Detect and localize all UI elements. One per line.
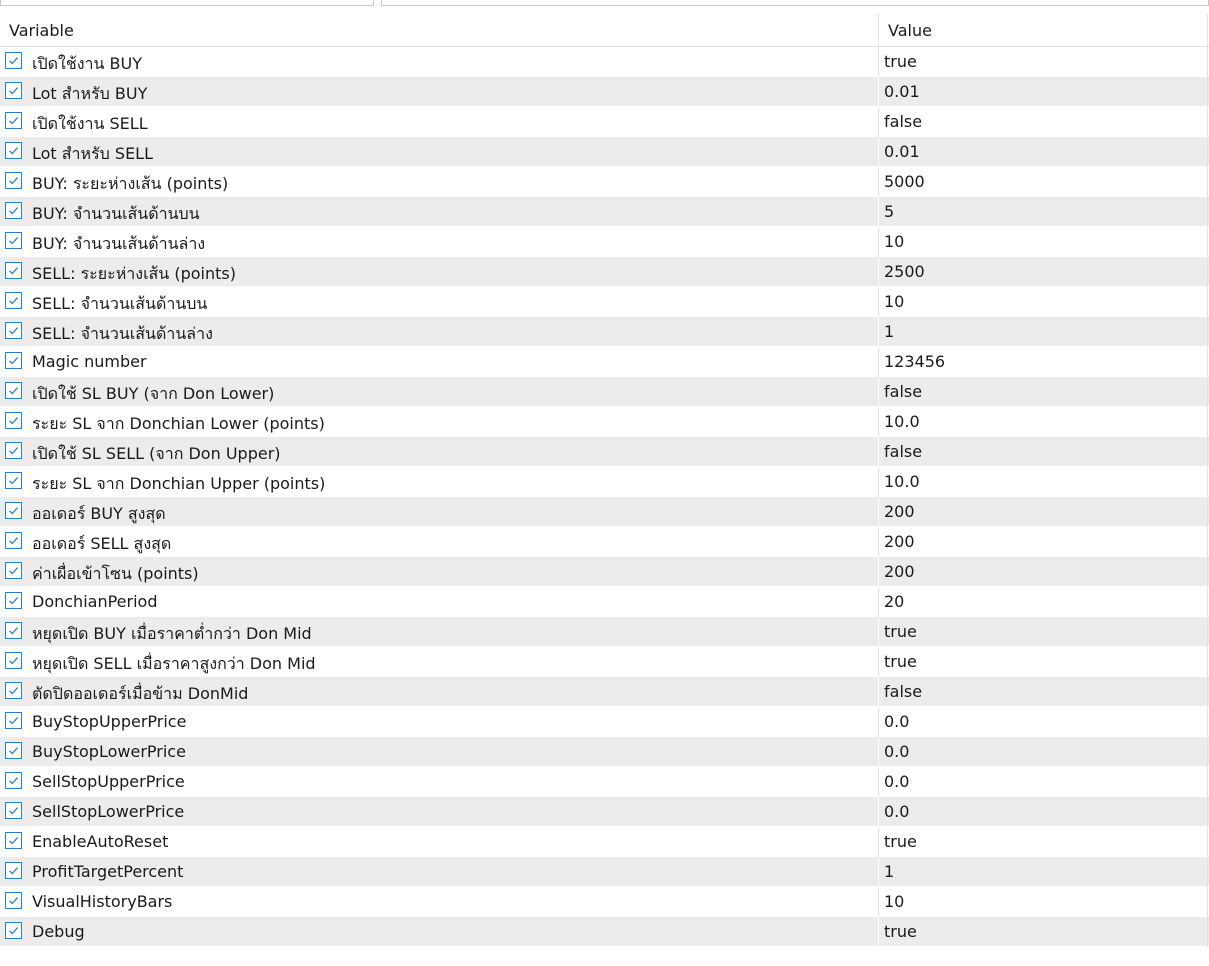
row-value[interactable]: false (884, 382, 923, 401)
row-column-separator (878, 167, 879, 197)
row-variable: SellStopLowerPrice (32, 802, 185, 821)
row-checkbox[interactable] (5, 502, 22, 519)
row-column-separator (878, 77, 879, 107)
row-right-edge (1207, 437, 1208, 467)
row-value[interactable]: true (884, 832, 917, 851)
check-icon (7, 84, 20, 97)
row-value[interactable]: 0.0 (884, 772, 910, 791)
row-variable: เปิดใช้งาน SELL (32, 114, 148, 133)
row-column-separator (878, 707, 879, 737)
row-right-edge (1207, 707, 1208, 737)
table-row[interactable] (0, 167, 1209, 197)
row-variable: เปิดใช้ SL BUY (จาก Don Lower) (32, 384, 275, 403)
row-right-edge (1207, 587, 1208, 617)
row-right-edge (1207, 377, 1208, 407)
row-checkbox[interactable] (5, 382, 22, 399)
check-icon (7, 834, 20, 847)
row-column-separator (878, 437, 879, 467)
row-value[interactable]: 10.0 (884, 472, 920, 491)
row-variable: BuyStopUpperPrice (32, 712, 187, 731)
row-checkbox[interactable] (5, 352, 22, 369)
row-variable: เปิดใช้ SL SELL (จาก Don Upper) (32, 444, 281, 463)
row-right-edge (1207, 407, 1208, 437)
row-checkbox[interactable] (5, 202, 22, 219)
row-variable: BUY: จำนวนเส้นด้านบน (32, 204, 200, 223)
check-icon (7, 894, 20, 907)
row-checkbox[interactable] (5, 322, 22, 339)
row-variable: หยุดเปิด BUY เมื่อราคาต่ำกว่า Don Mid (32, 624, 312, 643)
row-value[interactable]: false (884, 682, 923, 701)
row-variable: Magic number (32, 352, 147, 371)
grid-header (0, 14, 1209, 47)
check-icon (7, 774, 20, 787)
row-checkbox[interactable] (5, 142, 22, 159)
row-checkbox[interactable] (5, 262, 22, 279)
check-icon (7, 294, 20, 307)
row-checkbox[interactable] (5, 922, 22, 939)
row-value[interactable]: 0.01 (884, 142, 920, 161)
table-row[interactable] (0, 707, 1209, 737)
row-checkbox[interactable] (5, 562, 22, 579)
row-value[interactable]: 10.0 (884, 412, 920, 431)
row-checkbox[interactable] (5, 472, 22, 489)
row-right-edge (1207, 137, 1208, 167)
row-variable: SELL: จำนวนเส้นด้านล่าง (32, 324, 213, 343)
row-right-edge (1207, 347, 1208, 377)
row-right-edge (1207, 767, 1208, 797)
row-right-edge (1207, 827, 1208, 857)
row-column-separator (878, 917, 879, 947)
row-variable: EnableAutoReset (32, 832, 169, 851)
row-value[interactable]: false (884, 442, 923, 461)
row-checkbox[interactable] (5, 802, 22, 819)
grid-rows (0, 47, 1209, 947)
row-right-edge (1207, 677, 1208, 707)
table-row[interactable] (0, 107, 1209, 137)
row-right-edge (1207, 257, 1208, 287)
row-variable: ออเดอร์ BUY สูงสุด (32, 504, 166, 523)
table-row[interactable] (0, 47, 1209, 77)
row-checkbox[interactable] (5, 652, 22, 669)
row-right-edge (1207, 797, 1208, 827)
row-column-separator (878, 857, 879, 887)
row-checkbox[interactable] (5, 232, 22, 249)
row-value[interactable]: 200 (884, 502, 915, 521)
row-right-edge (1207, 497, 1208, 527)
row-value[interactable]: 1 (884, 322, 895, 341)
row-column-separator (878, 887, 879, 917)
check-icon (7, 204, 20, 217)
top-field-right[interactable] (381, 0, 1209, 6)
row-value[interactable]: 5000 (884, 172, 925, 191)
row-column-separator (878, 317, 879, 347)
table-row[interactable] (0, 797, 1209, 827)
row-value[interactable]: 20 (884, 592, 905, 611)
top-field-left[interactable] (0, 0, 374, 6)
row-checkbox[interactable] (5, 832, 22, 849)
table-row[interactable] (0, 737, 1209, 767)
row-value[interactable]: true (884, 922, 917, 941)
check-icon (7, 504, 20, 517)
check-icon (7, 144, 20, 157)
row-checkbox[interactable] (5, 442, 22, 459)
row-variable: ระยะ SL จาก Donchian Upper (points) (32, 474, 326, 493)
check-icon (7, 264, 20, 277)
row-column-separator (878, 797, 879, 827)
table-row[interactable] (0, 677, 1209, 707)
row-checkbox[interactable] (5, 712, 22, 729)
row-right-edge (1207, 527, 1208, 557)
table-row[interactable] (0, 317, 1209, 347)
row-column-separator (878, 737, 879, 767)
row-checkbox[interactable] (5, 52, 22, 69)
row-column-separator (878, 827, 879, 857)
row-column-separator (878, 527, 879, 557)
row-value[interactable]: true (884, 52, 917, 71)
row-value[interactable]: true (884, 622, 917, 641)
check-icon (7, 654, 20, 667)
row-column-separator (878, 497, 879, 527)
row-variable: เปิดใช้งาน BUY (32, 54, 142, 73)
row-column-separator (878, 377, 879, 407)
row-checkbox[interactable] (5, 772, 22, 789)
row-variable: Lot สำหรับ BUY (32, 84, 148, 103)
row-right-edge (1207, 737, 1208, 767)
table-row[interactable] (0, 377, 1209, 407)
row-right-edge (1207, 467, 1208, 497)
row-column-separator (878, 767, 879, 797)
table-row[interactable] (0, 407, 1209, 437)
row-variable: ออเดอร์ SELL สูงสุด (32, 534, 172, 553)
table-row[interactable] (0, 467, 1209, 497)
row-column-separator (878, 347, 879, 377)
table-row[interactable] (0, 137, 1209, 167)
inputs-grid (0, 14, 1209, 947)
table-row[interactable] (0, 587, 1209, 617)
row-checkbox[interactable] (5, 742, 22, 759)
row-variable: BUY: จำนวนเส้นด้านล่าง (32, 234, 206, 253)
table-row[interactable] (0, 197, 1209, 227)
row-checkbox[interactable] (5, 892, 22, 909)
check-icon (7, 114, 20, 127)
check-icon (7, 804, 20, 817)
row-value[interactable]: 0.01 (884, 82, 920, 101)
check-icon (7, 714, 20, 727)
check-icon (7, 594, 20, 607)
row-column-separator (878, 287, 879, 317)
row-right-edge (1207, 197, 1208, 227)
table-row[interactable] (0, 287, 1209, 317)
row-checkbox[interactable] (5, 682, 22, 699)
header-value[interactable]: Value (888, 21, 932, 40)
row-column-separator (878, 197, 879, 227)
row-value[interactable]: 10 (884, 232, 905, 251)
check-icon (7, 234, 20, 247)
table-row[interactable] (0, 917, 1209, 947)
row-variable: หยุดเปิด SELL เมื่อราคาสูงกว่า Don Mid (32, 654, 316, 673)
row-checkbox[interactable] (5, 862, 22, 879)
header-variable[interactable]: Variable (9, 21, 74, 40)
row-value[interactable]: 10 (884, 892, 905, 911)
row-checkbox[interactable] (5, 112, 22, 129)
table-row[interactable] (0, 617, 1209, 647)
check-icon (7, 444, 20, 457)
row-variable: ตัดปิดออเดอร์เมื่อข้าม DonMid (32, 684, 249, 703)
row-value[interactable]: true (884, 652, 917, 671)
row-value[interactable]: 200 (884, 562, 915, 581)
row-value[interactable]: false (884, 112, 923, 131)
row-checkbox[interactable] (5, 532, 22, 549)
row-variable: ระยะ SL จาก Donchian Lower (points) (32, 414, 325, 433)
row-column-separator (878, 467, 879, 497)
row-column-separator (878, 137, 879, 167)
top-toolbar-strip (0, 0, 1209, 8)
row-variable: ค่าเผื่อเข้าโซน (points) (32, 564, 199, 583)
row-variable: DonchianPeriod (32, 592, 158, 611)
header-column-separator[interactable] (878, 14, 879, 46)
row-column-separator (878, 617, 879, 647)
check-icon (7, 324, 20, 337)
row-variable: BUY: ระยะห่างเส้น (points) (32, 174, 229, 193)
row-value[interactable]: 0.0 (884, 742, 910, 761)
row-right-edge (1207, 617, 1208, 647)
check-icon (7, 864, 20, 877)
row-column-separator (878, 47, 879, 77)
row-value[interactable]: 123456 (884, 352, 946, 371)
check-icon (7, 54, 20, 67)
check-icon (7, 474, 20, 487)
header-right-edge (1207, 14, 1208, 46)
table-row[interactable] (0, 497, 1209, 527)
table-row[interactable] (0, 437, 1209, 467)
row-value[interactable]: 0.0 (884, 712, 910, 731)
row-variable: ProfitTargetPercent (32, 862, 184, 881)
row-right-edge (1207, 317, 1208, 347)
table-row[interactable] (0, 827, 1209, 857)
row-right-edge (1207, 107, 1208, 137)
table-row[interactable] (0, 257, 1209, 287)
check-icon (7, 924, 20, 937)
row-value[interactable]: 10 (884, 292, 905, 311)
row-checkbox[interactable] (5, 292, 22, 309)
check-icon (7, 354, 20, 367)
table-row[interactable] (0, 887, 1209, 917)
row-right-edge (1207, 227, 1208, 257)
check-icon (7, 684, 20, 697)
row-checkbox[interactable] (5, 412, 22, 429)
row-variable: Debug (32, 922, 85, 941)
row-value[interactable]: 2500 (884, 262, 925, 281)
row-column-separator (878, 677, 879, 707)
row-column-separator (878, 407, 879, 437)
table-row[interactable] (0, 227, 1209, 257)
check-icon (7, 414, 20, 427)
table-row[interactable] (0, 557, 1209, 587)
row-column-separator (878, 587, 879, 617)
row-variable: BuyStopLowerPrice (32, 742, 186, 761)
row-right-edge (1207, 557, 1208, 587)
row-variable: SELL: ระยะห่างเส้น (points) (32, 264, 236, 283)
row-right-edge (1207, 917, 1208, 947)
table-row[interactable] (0, 527, 1209, 557)
row-right-edge (1207, 887, 1208, 917)
row-value[interactable]: 200 (884, 532, 915, 551)
row-column-separator (878, 107, 879, 137)
row-right-edge (1207, 647, 1208, 677)
row-right-edge (1207, 77, 1208, 107)
check-icon (7, 174, 20, 187)
row-checkbox[interactable] (5, 592, 22, 609)
row-variable: SellStopUpperPrice (32, 772, 185, 791)
row-value[interactable]: 5 (884, 202, 895, 221)
check-icon (7, 564, 20, 577)
check-icon (7, 624, 20, 637)
row-right-edge (1207, 857, 1208, 887)
row-value[interactable]: 1 (884, 862, 895, 881)
row-right-edge (1207, 167, 1208, 197)
row-checkbox[interactable] (5, 172, 22, 189)
row-variable: VisualHistoryBars (32, 892, 173, 911)
table-row[interactable] (0, 857, 1209, 887)
row-checkbox[interactable] (5, 82, 22, 99)
row-checkbox[interactable] (5, 622, 22, 639)
row-value[interactable]: 0.0 (884, 802, 910, 821)
check-icon (7, 744, 20, 757)
check-icon (7, 534, 20, 547)
table-row[interactable] (0, 77, 1209, 107)
row-right-edge (1207, 287, 1208, 317)
row-right-edge (1207, 47, 1208, 77)
table-row[interactable] (0, 767, 1209, 797)
row-column-separator (878, 557, 879, 587)
table-row[interactable] (0, 647, 1209, 677)
row-column-separator (878, 227, 879, 257)
row-column-separator (878, 257, 879, 287)
row-variable: SELL: จำนวนเส้นด้านบน (32, 294, 208, 313)
row-variable: Lot สำหรับ SELL (32, 144, 154, 163)
check-icon (7, 384, 20, 397)
row-column-separator (878, 647, 879, 677)
table-row[interactable] (0, 347, 1209, 377)
